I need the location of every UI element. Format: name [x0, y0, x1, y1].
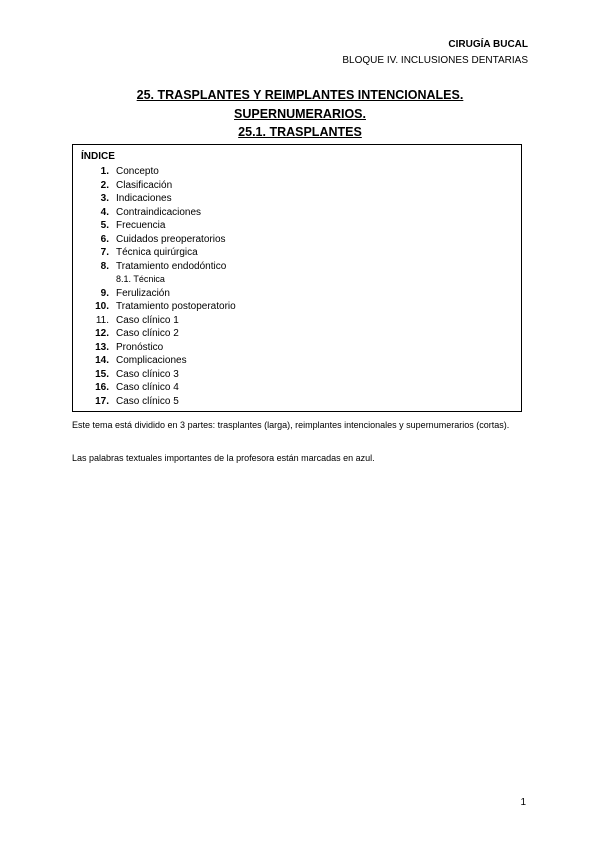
index-item-number: 15.: [95, 368, 109, 380]
index-item-label: Caso clínico 4: [116, 382, 179, 393]
intro-paragraph: Este tema está dividido en 3 partes: trasplantes (larga), reimplantes intencionales y supernumerarios (cortas).: [72, 420, 510, 430]
index-item-label: Indicaciones: [116, 193, 172, 204]
index-item-number: 12.: [95, 328, 109, 339]
index-item-number: 10.: [95, 301, 109, 312]
note-paragraph: Las palabras textuales importantes de la profesora están marcadas en azul.: [72, 453, 375, 463]
index-item-label: Técnica quirúrgica: [116, 247, 198, 258]
index-item-number: 6.: [100, 233, 109, 245]
index-item-number: 9.: [100, 287, 109, 299]
index-item-number: 13.: [95, 341, 109, 353]
page-number: 1: [520, 797, 526, 808]
index-item-number: 11.: [95, 314, 109, 326]
index-item-number: 16.: [95, 382, 109, 393]
index-item-number: 5.: [100, 220, 109, 231]
index-item-label: Cuidados preoperatorios: [116, 233, 226, 245]
index-item-number: 3.: [100, 193, 109, 204]
index-item-label: Caso clínico 1: [116, 314, 179, 326]
title-line-3: 25.1. TRASPLANTES: [238, 125, 362, 139]
index-item-label: Caso clínico 2: [116, 328, 179, 339]
index-item-label: Caso clínico 3: [116, 368, 179, 380]
course-name: CIRUGÍA BUCAL: [448, 39, 528, 50]
index-item-number: 2.: [100, 179, 109, 191]
index-item-label: 8.1. Técnica: [116, 274, 165, 284]
index-item-label: Tratamiento endodóntico: [116, 260, 227, 272]
page-header: [342, 38, 528, 68]
block-name: BLOQUE IV. INCLUSIONES DENTARIAS: [342, 55, 528, 66]
index-heading: ÍNDICE: [81, 151, 115, 162]
index-item-number: 14.: [95, 355, 109, 366]
index-item-number: 7.: [100, 247, 109, 258]
index-item-number: 1.: [100, 166, 109, 177]
index-item-label: Concepto: [116, 166, 159, 177]
index-item-label: Clasificación: [116, 179, 173, 191]
index-box: [72, 144, 522, 412]
index-item-number: 4.: [100, 206, 109, 218]
index-item-label: Frecuencia: [116, 220, 166, 231]
index-item-label: Pronóstico: [116, 341, 164, 353]
index-item-label: Complicaciones: [116, 355, 187, 366]
index-item-number: 17.: [95, 395, 109, 407]
index-item-label: Caso clínico 5: [116, 395, 179, 407]
index-item-number: 8.: [100, 260, 109, 272]
index-item-label: Tratamiento postoperatorio: [116, 301, 236, 312]
title-line-1: 25. TRASPLANTES Y REIMPLANTES INTENCIONALES.: [136, 88, 464, 102]
index-item-label: Ferulización: [116, 287, 170, 299]
title-line-2: SUPERNUMERARIOS.: [234, 107, 366, 121]
index-item-label: Contraindicaciones: [116, 206, 202, 218]
